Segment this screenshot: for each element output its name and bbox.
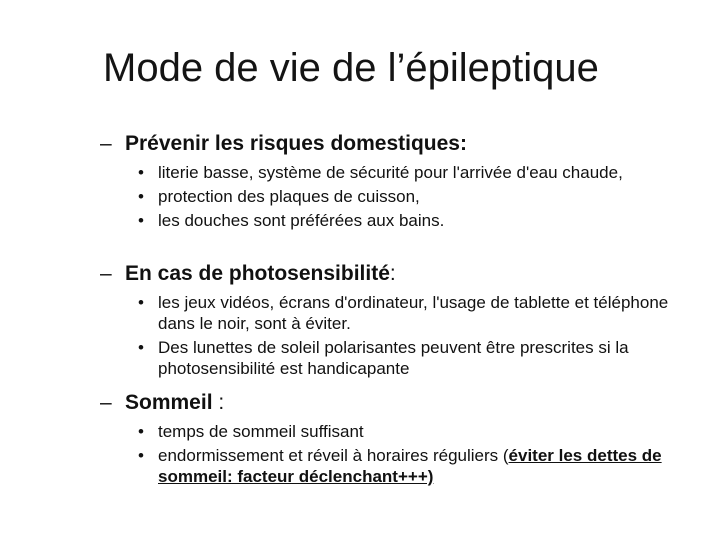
bullet-icon: • bbox=[138, 211, 144, 230]
dash-marker: – bbox=[100, 262, 112, 285]
heading-text: Prévenir les risques domestiques: bbox=[125, 132, 467, 155]
list-item-text: Des lunettes de soleil polarisantes peuvent être prescrites si la photosensibilité est handicapante bbox=[158, 338, 629, 378]
heading-text: Sommeil bbox=[125, 391, 213, 414]
list-item bbox=[100, 162, 700, 183]
heading-text: En cas de photosensibilité bbox=[125, 262, 390, 285]
dash-marker: – bbox=[100, 391, 112, 414]
bullet-list bbox=[100, 292, 700, 379]
section-heading bbox=[100, 389, 700, 417]
bullet-icon: • bbox=[138, 187, 144, 206]
section-sommeil bbox=[100, 389, 700, 490]
list-item-text: les jeux vidéos, écrans d'ordinateur, l'usage de tablette et téléphone dans le noir, sont à éviter. bbox=[158, 293, 669, 333]
list-item bbox=[100, 421, 700, 442]
list-item bbox=[100, 210, 700, 231]
bullet-icon: • bbox=[138, 163, 144, 182]
section-heading bbox=[100, 130, 700, 158]
list-item-text: endormissement et réveil à horaires réguliers ( bbox=[158, 446, 509, 465]
heading-suffix: : bbox=[389, 262, 396, 285]
section-risques-domestiques bbox=[100, 130, 700, 234]
slide-title: Mode de vie de l’épileptique bbox=[103, 46, 599, 90]
list-item-text: temps de sommeil suffisant bbox=[158, 422, 364, 441]
bullet-icon: • bbox=[138, 293, 144, 312]
list-item bbox=[100, 186, 700, 207]
dash-marker: – bbox=[100, 132, 112, 155]
emphasis-text: éviter les dettes de sommeil: facteur déclenchant+++) bbox=[158, 446, 662, 486]
list-item bbox=[100, 445, 700, 487]
list-item-text: les douches sont préférées aux bains. bbox=[158, 211, 445, 230]
section-heading bbox=[100, 260, 700, 288]
heading-suffix: : bbox=[212, 391, 225, 414]
list-item-text: literie basse, système de sécurité pour l'arrivée d'eau chaude, bbox=[158, 163, 623, 182]
section-photosensibilite bbox=[100, 260, 700, 382]
bullet-list bbox=[100, 421, 700, 487]
list-item-text: protection des plaques de cuisson, bbox=[158, 187, 420, 206]
bullet-icon: • bbox=[138, 422, 144, 441]
bullet-icon: • bbox=[138, 446, 144, 465]
list-item bbox=[100, 292, 700, 334]
list-item bbox=[100, 337, 700, 379]
bullet-list bbox=[100, 162, 700, 231]
bullet-icon: • bbox=[138, 338, 144, 357]
